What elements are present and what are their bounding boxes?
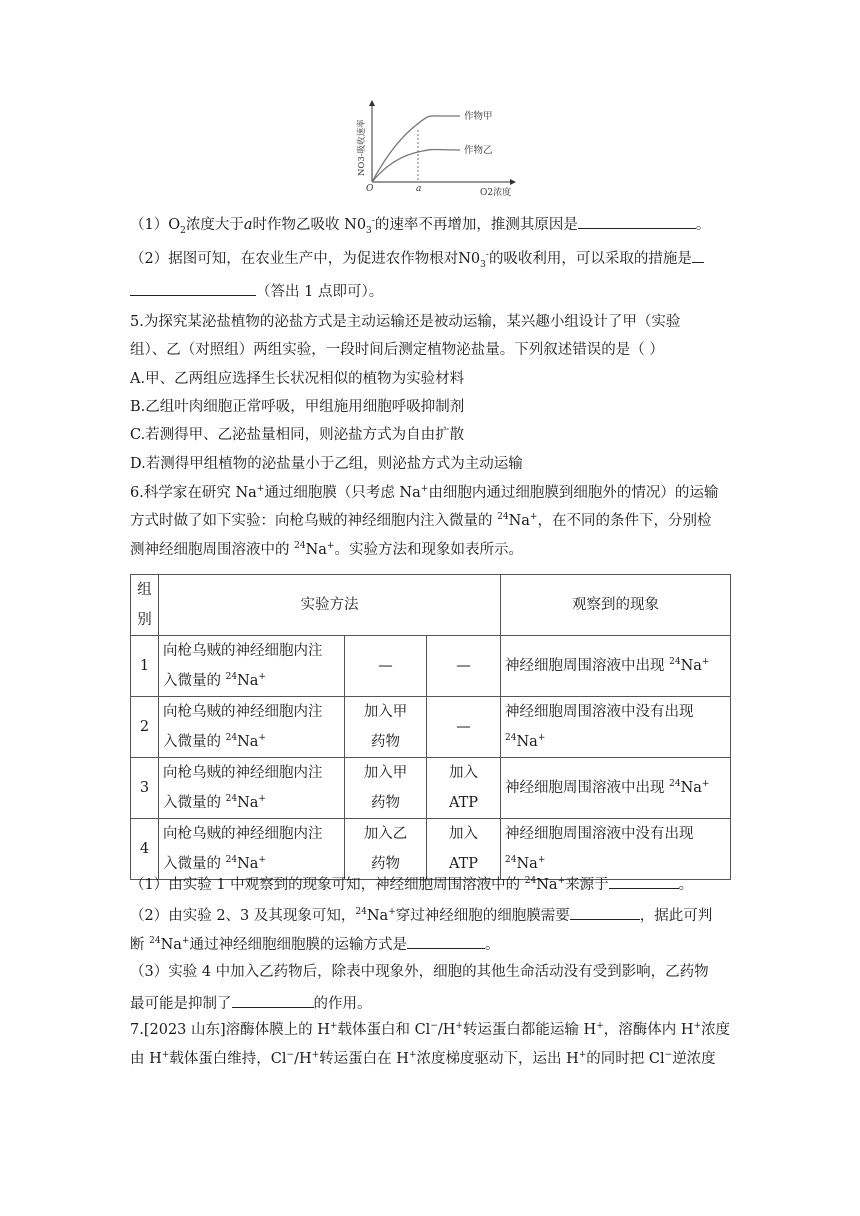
q6-stem-line3: 测神经细胞周围溶液中的 $^{24}$Na+。实验方法和现象如表所示。 — [130, 541, 523, 558]
answer-blank[interactable] — [130, 279, 256, 296]
y-axis-label: NO3-吸收速率 — [357, 119, 367, 176]
answer-blank[interactable] — [578, 212, 696, 229]
atp-cell: 加入 ATP — [427, 758, 501, 819]
q6-stem-line1: 6.科学家在研究 Na+通过细胞膜（只考虑 Na+由细胞内通过细胞膜到细胞外的情况）的运输 — [130, 484, 719, 501]
legend-jia: 作物甲 — [464, 111, 493, 122]
header-method: 实验方法 — [159, 575, 501, 636]
drug-cell: 加入乙 药物 — [345, 819, 427, 880]
answer-blank[interactable] — [232, 991, 314, 1008]
x-axis-arrow — [510, 179, 516, 185]
observation-cell: 神经细胞周围溶液中出现 $^{24}$Na+ — [501, 758, 731, 819]
table-header-row — [131, 575, 731, 636]
observation-cell: 神经细胞周围溶液中出现 $^{24}$Na+ — [501, 636, 731, 697]
answer-blank[interactable] — [692, 246, 704, 263]
q5-option-d[interactable]: D.若测得甲组植物的泌盐量小于乙组，则泌盐方式为主动运输 — [130, 456, 523, 472]
row-id: 4 — [131, 819, 159, 880]
q6-sub2-line1: （2）由实验 2、3 及其现象可知，$^{24}$Na+穿过神经细胞的细胞膜需要 ，据此可判 — [130, 903, 712, 926]
q5-option-a[interactable]: A.甲、乙两组应选择生长状况相似的植物为实验材料 — [130, 371, 465, 387]
q6-sub3-line2: 最可能是抑制了 的作用。 — [130, 991, 372, 1014]
series-line-jia — [372, 116, 460, 182]
y-axis-arrow — [369, 100, 375, 106]
table-row — [131, 819, 731, 880]
series-line-yi — [372, 150, 460, 183]
table-row — [131, 758, 731, 819]
q4-part1: $(1)O_2$浓度大于a时作物乙吸收 $N0_3^-$的速率不再增加，推测其原因是 。 — [130, 212, 710, 235]
a-tick-label: a — [416, 184, 422, 194]
method-cell: 向枪乌贼的神经细胞内注 入微量的 $^{24}$Na+ — [159, 819, 345, 880]
header-observation: 观察到的现象 — [501, 575, 731, 636]
origin-label: O — [366, 184, 374, 194]
q5-option-c[interactable]: C.若测得甲、乙泌盐量相同，则泌盐方式为自由扩散 — [130, 427, 465, 443]
header-group: 组 别 — [131, 575, 159, 636]
atp-cell: — — [427, 697, 501, 758]
q5-stem-line2: 组）、乙（对照组）两组实验，一段时间后测定植物泌盐量。下列叙述错误的是（ ） — [130, 342, 664, 358]
table-row — [131, 697, 731, 758]
q6-sub3-line1: （3）实验 4 中加入乙药物后，除表中现象外，细胞的其他生命活动没有受到影响，乙药物 — [130, 964, 709, 980]
q5-stem-line1: 5.为探究某泌盐植物的泌盐方式是主动运输还是被动运输，某兴趣小组设计了甲（实验 — [130, 314, 681, 330]
q6-sub2-line2: 断 $^{24}$Na+通过神经细胞细胞膜的运输方式是 。 — [130, 932, 499, 955]
answer-blank[interactable] — [609, 872, 679, 889]
row-id: 3 — [131, 758, 159, 819]
line-chart — [340, 98, 520, 198]
drug-cell: 加入甲 药物 — [345, 758, 427, 819]
q7-stem-line1: 7.[2023 山东]溶酶体膜上的 H+载体蛋白和 Cl−/H+转运蛋白都能运输 H+，溶酶体内 H+浓度 — [130, 1021, 731, 1038]
answer-blank[interactable] — [570, 903, 640, 920]
method-cell: 向枪乌贼的神经细胞内注 入微量的 $^{24}$Na+ — [159, 758, 345, 819]
atp-cell: — — [427, 636, 501, 697]
q4-part2-line1: （2）据图可知，在农业生产中，为促进农作物根对$N0_3^-$的吸收利用，可以采取的措施是 — [130, 246, 704, 269]
q7-stem-line2: 由 H+载体蛋白维持，Cl−/H+转运蛋白在 H+浓度梯度驱动下，运出 H+的同时把 Cl−逆浓度 — [130, 1050, 716, 1067]
observation-cell: 神经细胞周围溶液中没有出现 $^{24}$Na+ — [501, 697, 731, 758]
answer-blank[interactable] — [407, 932, 485, 949]
drug-cell: 加入甲 药物 — [345, 697, 427, 758]
absorption-rate-figure — [340, 98, 520, 198]
row-id: 1 — [131, 636, 159, 697]
drug-cell: — — [345, 636, 427, 697]
method-cell: 向枪乌贼的神经细胞内注 入微量的 $^{24}$Na+ — [159, 636, 345, 697]
legend-yi: 作物乙 — [464, 145, 493, 156]
q4-part2-line2: （答出 1 点即可）。 — [130, 279, 383, 302]
row-id: 2 — [131, 697, 159, 758]
experiment-table — [130, 574, 731, 880]
q6-stem-line2: 方式时做了如下实验：向枪乌贼的神经细胞内注入微量的 $^{24}$Na+，在不同的条件下，分别检 — [130, 512, 712, 529]
table-row — [131, 636, 731, 697]
method-cell: 向枪乌贼的神经细胞内注 入微量的 $^{24}$Na+ — [159, 697, 345, 758]
atp-cell: 加入 ATP — [427, 819, 501, 880]
q6-sub1: （1）由实验 1 中观察到的现象可知，神经细胞周围溶液中的 $^{24}$Na+来源于 。 — [130, 872, 693, 895]
observation-cell: 神经细胞周围溶液中没有出现 $^{24}$Na+ — [501, 819, 731, 880]
x-axis-label: O2浓度 — [480, 188, 512, 198]
q5-option-b[interactable]: B.乙组叶肉细胞正常呼吸，甲组施用细胞呼吸抑制剂 — [130, 399, 465, 415]
